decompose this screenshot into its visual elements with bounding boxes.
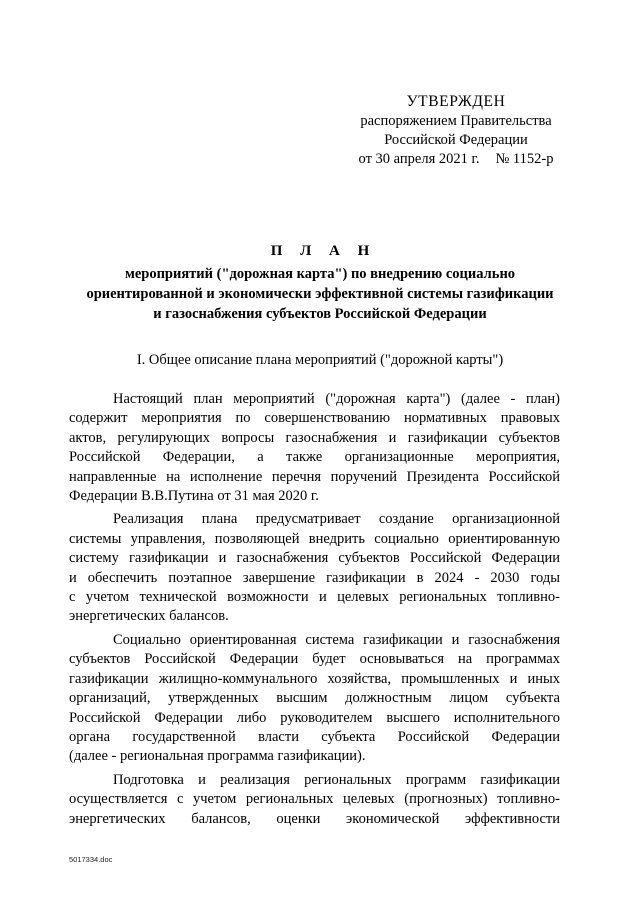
paragraph-line: Федерации В.В.Путина от 31 мая 2020 г. xyxy=(69,488,319,505)
paragraph-line: газификации жилищно-коммунального хозяйства, промышленных и иных xyxy=(69,670,560,687)
paragraph-line: системы управления, позволяющей внедрить социально ориентированную xyxy=(69,530,560,547)
paragraph-line: (далее - региональная программа газификации). xyxy=(69,748,366,765)
paragraph-line: энергетических балансов. xyxy=(69,608,229,625)
paragraph-line: содержит мероприятия по совершенствованию нормативных правовых xyxy=(69,410,560,427)
approval-date: от 30 апреля 2021 г. xyxy=(358,151,480,167)
paragraph-line: Реализация плана предусматривает создание организационной xyxy=(113,511,560,528)
paragraph-line: Подготовка и реализация региональных программ газификации xyxy=(113,771,560,788)
approval-stamp xyxy=(340,92,572,169)
paragraph-line: организаций, утвержденных высшим должностным лицом субъекта xyxy=(69,690,560,707)
paragraph-line: Настоящий план мероприятий ("дорожная карта") (далее - план) xyxy=(113,391,560,407)
paragraph-line: систему газификации и газоснабжения субъектов Российской Федерации xyxy=(69,550,560,567)
paragraph-line: энергетических балансов, оценки экономической эффективности xyxy=(69,810,560,827)
document-body xyxy=(69,390,560,833)
paragraph xyxy=(69,390,560,506)
approval-line-1: распоряжением Правительства xyxy=(360,113,552,129)
paragraph-line: направленные на исполнение перечня поручений Президента Российской xyxy=(69,468,560,485)
paragraph-line: Российской Федерации либо руководителем высшего исполнительного xyxy=(69,709,560,726)
paragraph xyxy=(69,631,560,767)
subtitle-line: мероприятий ("дорожная карта") по внедрению социально xyxy=(124,266,516,282)
approval-title: УТВЕРЖДЕН xyxy=(406,93,506,110)
paragraph-line: с учетом технической возможности и целевых региональных топливно- xyxy=(69,589,560,606)
file-name-footer: 5017334.doc xyxy=(69,855,113,864)
paragraph-line: субъектов Российской Федерации будет основываться на программах xyxy=(69,651,560,668)
plan-subtitle xyxy=(70,264,570,324)
paragraph xyxy=(69,510,560,626)
paragraph-line: осуществляется с учетом региональных целевых (прогнозных) топливно- xyxy=(69,791,560,808)
approval-line-2: Российской Федерации xyxy=(384,132,528,148)
plan-title: П Л А Н xyxy=(270,243,377,259)
approval-date-line xyxy=(340,150,572,169)
paragraph-line: и обеспечить поэтапное завершение газификации в 2024 - 2030 годы xyxy=(69,569,560,586)
section-heading: I. Общее описание плана мероприятий ("дорожной карты") xyxy=(136,352,504,368)
subtitle-line: и газоснабжения субъектов Российской Федерации xyxy=(153,306,487,322)
subtitle-line: ориентированной и экономически эффективной системы газификации xyxy=(86,286,554,302)
approval-number: № 1152-р xyxy=(495,151,554,167)
paragraph-line: актов, регулирующих вопросы газоснабжения и газификации субъектов xyxy=(69,429,560,446)
paragraph-line: органа государственной власти субъекта Российской Федерации xyxy=(69,728,560,745)
paragraph xyxy=(69,771,560,829)
paragraph-line: Социально ориентированная система газификации и газоснабжения xyxy=(113,631,560,648)
paragraph-line: Российской Федерации, а также организационные мероприятия, xyxy=(69,449,560,466)
